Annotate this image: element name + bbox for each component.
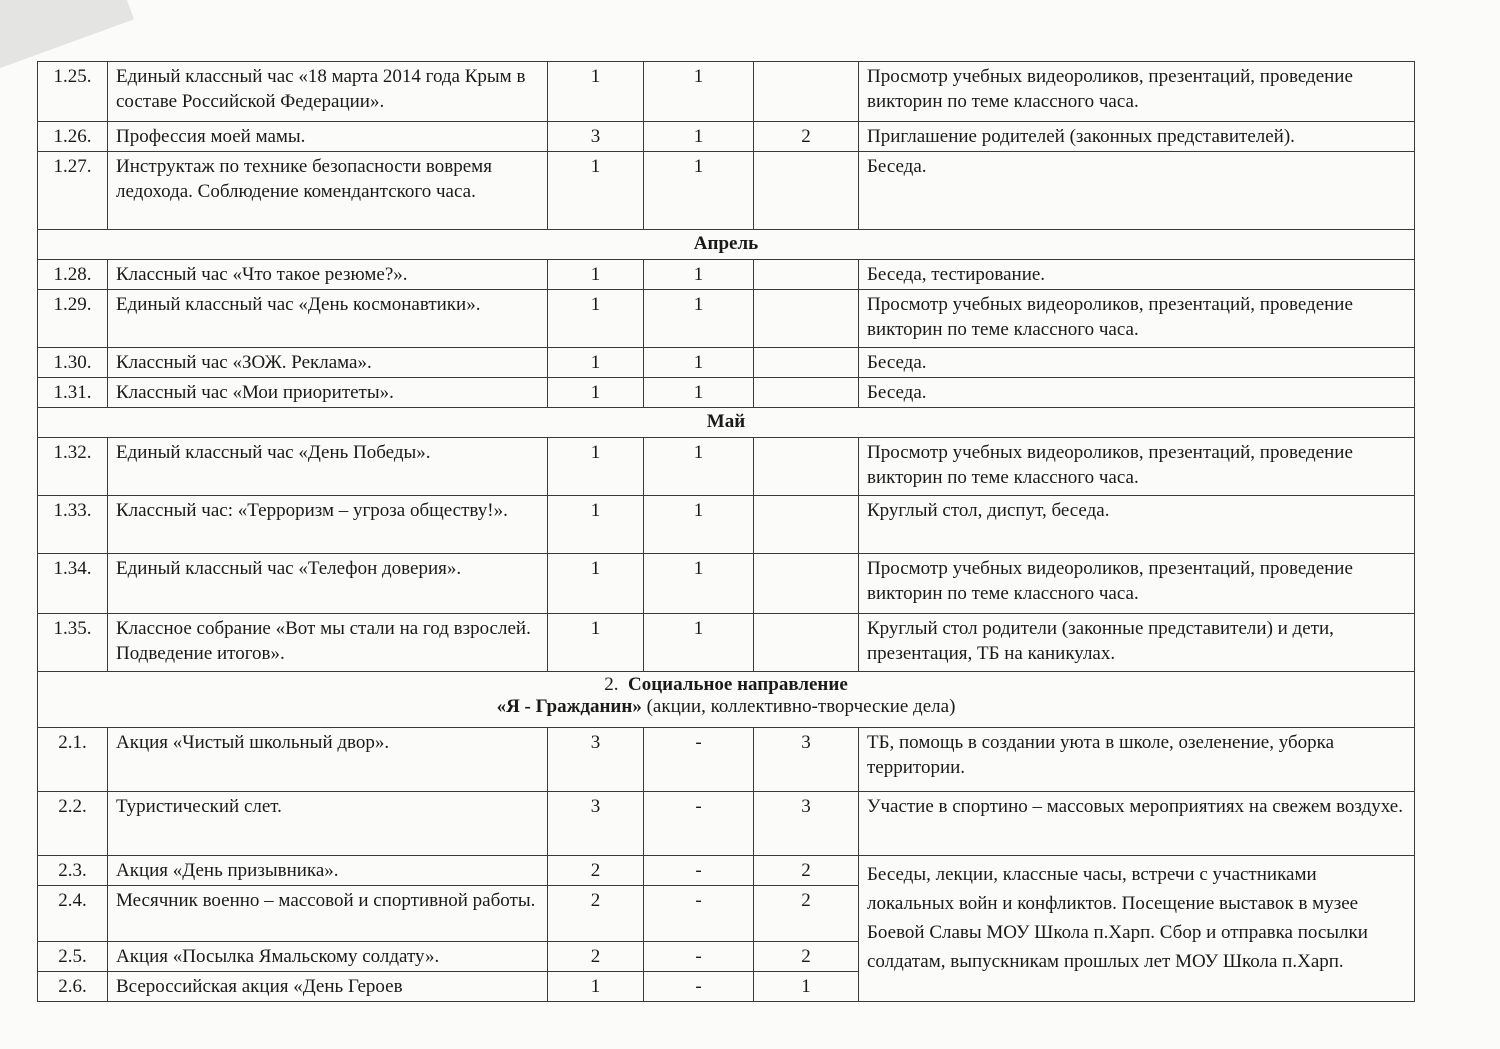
- table-row: [38, 728, 1415, 792]
- hours-practice: [754, 152, 859, 230]
- hours-practice: [754, 378, 859, 408]
- hours-theory: 1: [644, 260, 754, 290]
- table-row: [38, 438, 1415, 496]
- table-row: [38, 348, 1415, 378]
- hours-theory: -: [644, 942, 754, 972]
- hours-total: 1: [548, 554, 644, 614]
- row-number: 2.4.: [38, 886, 108, 942]
- hours-total: 1: [548, 348, 644, 378]
- hours-theory: 1: [644, 496, 754, 554]
- hours-practice: [754, 348, 859, 378]
- month-april: Апрель: [38, 230, 1415, 260]
- hours-total: 1: [548, 614, 644, 672]
- hours-total: 1: [548, 152, 644, 230]
- hours-total: 2: [548, 886, 644, 942]
- row-number: 1.31.: [38, 378, 108, 408]
- hours-theory: 1: [644, 554, 754, 614]
- row-number: 1.27.: [38, 152, 108, 230]
- hours-total: 1: [548, 378, 644, 408]
- activity-title: Акция «Посылка Ямальскому солдату».: [108, 942, 548, 972]
- month-may: Май: [38, 408, 1415, 438]
- section-number: 2.: [604, 674, 619, 695]
- hours-practice: [754, 62, 859, 122]
- hours-total: 1: [548, 496, 644, 554]
- hours-practice: 2: [754, 122, 859, 152]
- row-number: 2.1.: [38, 728, 108, 792]
- hours-theory: 1: [644, 122, 754, 152]
- table-row: [38, 122, 1415, 152]
- hours-theory: -: [644, 856, 754, 886]
- activity-title: Единый классный час «Телефон доверия».: [108, 554, 548, 614]
- activity-form: Круглый стол, диспут, беседа.: [859, 496, 1415, 554]
- table-row: [38, 290, 1415, 348]
- section-title: Социальное направление: [627, 674, 848, 695]
- activity-title: Единый классный час «День космонавтики».: [108, 290, 548, 348]
- table-row: [38, 792, 1415, 856]
- row-number: 1.26.: [38, 122, 108, 152]
- activity-form: Просмотр учебных видеороликов, презентаций, проведение викторин по теме классного часа.: [859, 554, 1415, 614]
- activity-plan-table: [37, 61, 1415, 1002]
- activity-form: Беседа.: [859, 348, 1415, 378]
- activity-title: Единый классный час «День Победы».: [108, 438, 548, 496]
- hours-total: 2: [548, 856, 644, 886]
- activity-title: Инструктаж по технике безопасности вовремя ледохода. Соблюдение комендантского часа.: [108, 152, 548, 230]
- hours-theory: -: [644, 728, 754, 792]
- hours-theory: -: [644, 792, 754, 856]
- table-row: [38, 378, 1415, 408]
- activity-title: Классный час: «Терроризм – угроза обществу!».: [108, 496, 548, 554]
- hours-practice: 2: [754, 856, 859, 886]
- hours-practice: [754, 260, 859, 290]
- hours-total: 3: [548, 792, 644, 856]
- activity-title: Акция «Чистый школьный двор».: [108, 728, 548, 792]
- section-subtitle-bold: «Я - Гражданин»: [496, 696, 642, 717]
- hours-theory: 1: [644, 62, 754, 122]
- hours-theory: 1: [644, 438, 754, 496]
- activity-form: Беседа.: [859, 378, 1415, 408]
- hours-practice: [754, 438, 859, 496]
- hours-practice: 2: [754, 942, 859, 972]
- activity-title: Единый классный час «18 марта 2014 года Крым в составе Российской Федерации».: [108, 62, 548, 122]
- hours-theory: -: [644, 972, 754, 1002]
- activity-title: Классное собрание «Вот мы стали на год взрослей. Подведение итогов».: [108, 614, 548, 672]
- row-number: 1.30.: [38, 348, 108, 378]
- section-heading: [38, 672, 1415, 728]
- row-number: 1.34.: [38, 554, 108, 614]
- hours-total: 1: [548, 438, 644, 496]
- row-number: 1.28.: [38, 260, 108, 290]
- table-row: [38, 152, 1415, 230]
- table-row: [38, 62, 1415, 122]
- table-row: [38, 496, 1415, 554]
- activity-title: Всероссийская акция «День Героев: [108, 972, 548, 1002]
- activity-title: Месячник военно – массовой и спортивной работы.: [108, 886, 548, 942]
- table-row: [38, 554, 1415, 614]
- activity-form: Просмотр учебных видеороликов, презентаций, проведение викторин по теме классного часа.: [859, 62, 1415, 122]
- activity-form: Беседа, тестирование.: [859, 260, 1415, 290]
- hours-practice: 1: [754, 972, 859, 1002]
- hours-total: 3: [548, 122, 644, 152]
- hours-practice: 2: [754, 886, 859, 942]
- hours-theory: 1: [644, 152, 754, 230]
- row-number: 1.32.: [38, 438, 108, 496]
- activity-form: Беседа.: [859, 152, 1415, 230]
- hours-theory: 1: [644, 378, 754, 408]
- activity-title: Профессия моей мамы.: [108, 122, 548, 152]
- hours-practice: 3: [754, 792, 859, 856]
- hours-total: 3: [548, 728, 644, 792]
- month-header: [38, 230, 1415, 260]
- activity-title: Классный час «Мои приоритеты».: [108, 378, 548, 408]
- row-number: 1.35.: [38, 614, 108, 672]
- activity-form: Участие в спортино – массовых мероприятиях на свежем воздухе.: [859, 792, 1415, 856]
- row-number: 2.6.: [38, 972, 108, 1002]
- row-number: 1.29.: [38, 290, 108, 348]
- table-row: [38, 260, 1415, 290]
- hours-total: 1: [548, 972, 644, 1002]
- hours-practice: 3: [754, 728, 859, 792]
- activity-form: Просмотр учебных видеороликов, презентаций, проведение викторин по теме классного часа.: [859, 438, 1415, 496]
- table-row: [38, 856, 1415, 886]
- hours-total: 2: [548, 942, 644, 972]
- hours-theory: 1: [644, 614, 754, 672]
- row-number: 1.25.: [38, 62, 108, 122]
- hours-theory: 1: [644, 290, 754, 348]
- hours-practice: [754, 290, 859, 348]
- activity-form: ТБ, помощь в создании уюта в школе, озеленение, уборка территории.: [859, 728, 1415, 792]
- hours-theory: 1: [644, 348, 754, 378]
- month-header: [38, 408, 1415, 438]
- activity-form: Приглашение родителей (законных представителей).: [859, 122, 1415, 152]
- activity-title: Классный час «Что такое резюме?».: [108, 260, 548, 290]
- activity-form-merged: Беседы, лекции, классные часы, встречи с участниками локальных войн и конфликтов. Посещение выставок в музее Боевой Славы МОУ Школа п.Харп. Сбор и отправка посылки солдатам, выпускникам прошлых лет МОУ Школа п.Харп.: [859, 856, 1415, 1002]
- activity-title: Акция «День призывника».: [108, 856, 548, 886]
- hours-practice: [754, 614, 859, 672]
- hours-total: 1: [548, 260, 644, 290]
- section-header: [38, 672, 1415, 728]
- section-subtitle-rest: (акции, коллективно-творческие дела): [641, 696, 956, 717]
- activity-form: Круглый стол родители (законные представители) и дети, презентация, ТБ на каникулах.: [859, 614, 1415, 672]
- hours-practice: [754, 554, 859, 614]
- hours-total: 1: [548, 290, 644, 348]
- activity-title: Классный час «ЗОЖ. Реклама».: [108, 348, 548, 378]
- row-number: 2.5.: [38, 942, 108, 972]
- row-number: 2.2.: [38, 792, 108, 856]
- hours-practice: [754, 496, 859, 554]
- table-row: [38, 614, 1415, 672]
- row-number: 1.33.: [38, 496, 108, 554]
- hours-total: 1: [548, 62, 644, 122]
- activity-form: Просмотр учебных видеороликов, презентаций, проведение викторин по теме классного часа.: [859, 290, 1415, 348]
- hours-theory: -: [644, 886, 754, 942]
- activity-title: Туристический слет.: [108, 792, 548, 856]
- row-number: 2.3.: [38, 856, 108, 886]
